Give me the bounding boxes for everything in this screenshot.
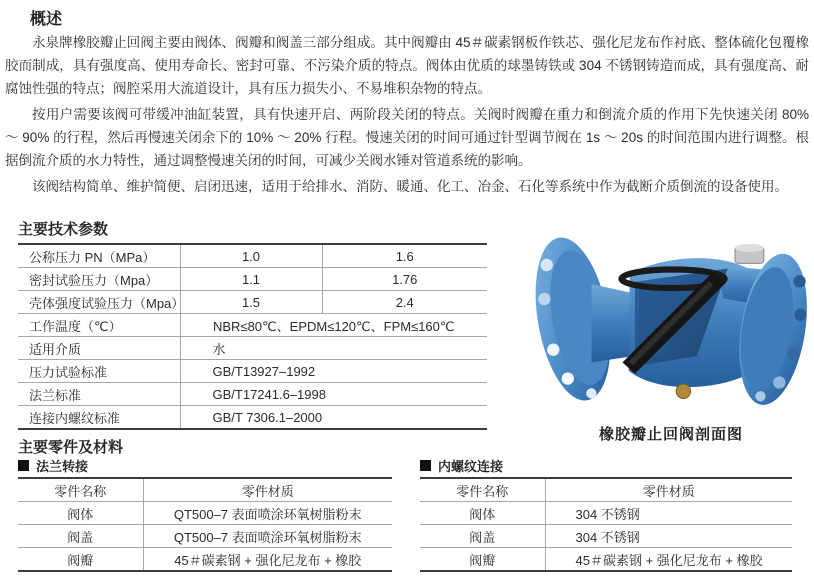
param-value: 1.6 [395,248,414,264]
thread-parts-table [420,477,792,572]
table-row [18,525,392,548]
param-value: 水 [180,337,487,360]
thread-label-text: 内螺纹连接 [438,459,504,474]
part-material: QT500–7 表面喷涂环氧树脂粉末 [143,502,392,525]
table-row [18,360,487,383]
part-material: 45＃碳素钢 + 强化尼龙布 + 橡胶 [143,548,392,572]
table-header-row [18,478,392,502]
part-name: 阀盖 [18,525,143,548]
part-material: 304 不锈钢 [545,502,792,525]
flange-parts-table [18,477,392,572]
param-value: 1.1 [180,268,322,291]
flange-section-label [18,456,88,475]
tech-params-table [18,243,487,430]
table-row [18,548,392,572]
part-name: 阀盖 [420,525,545,548]
part-material: QT500–7 表面喷涂环氧树脂粉末 [143,525,392,548]
param-label: 公称压力 PN（MPa） [18,244,180,268]
param-label: 适用介质 [18,337,180,360]
overview-title: 概述 [30,11,63,28]
part-name: 阀体 [420,502,545,525]
table-row [18,502,392,525]
param-value: GB/T 7306.1–2000 [180,406,487,430]
valve-cutaway-image [531,220,811,416]
part-name: 阀瓣 [420,548,545,572]
overview-paragraphs [5,31,809,201]
table-row [18,291,487,314]
table-row [18,268,487,291]
table-row [18,337,487,360]
param-value: NBR≤80℃、EPDM≤120℃、FPM≤160℃ [180,314,487,337]
part-material: 304 不锈钢 [545,525,792,548]
param-label: 法兰标准 [18,383,180,406]
column-header: 零件名称 [420,478,545,502]
table-row [18,406,487,430]
table-row [420,525,792,548]
param-value: 1.76 [322,268,487,291]
part-name: 阀体 [18,502,143,525]
tech-params-title: 主要技术参数 [18,221,109,238]
param-label: 壳体强度试验压力（Mpa） [18,291,180,314]
param-value: 2.4 [322,291,487,314]
param-label: 密封试验压力（Mpa） [18,268,180,291]
table-header-row [420,478,792,502]
column-header: 零件名称 [18,478,143,502]
param-label: 连接内螺纹标准 [18,406,180,430]
column-header: 零件材质 [642,483,695,499]
figure-caption: 橡胶瓣止回阀剖面图 [598,426,743,443]
param-label: 工作温度（℃） [18,314,180,337]
param-value: GB/T17241.6–1998 [180,383,487,406]
parts-title: 主要零件及材料 [18,439,124,456]
part-material: 45＃碳素钢 + 强化尼龙布 + 橡胶 [545,548,792,572]
square-bullet-icon [18,460,29,471]
param-label: 压力试验标准 [18,360,180,383]
valve-figure [528,220,814,444]
column-header: 零件材质 [241,483,294,499]
table-row [420,502,792,525]
table-row [18,314,487,337]
param-value: 1.0 [180,244,322,268]
part-name: 阀瓣 [18,548,143,572]
table-row [420,548,792,572]
overview-paragraph-3: 该阀结构简单、维护简便、启闭迅速，适用于给排水、消防、暖通、化工、冶金、石化等系统中作为截断介质倒流的设备使用。 [32,179,788,194]
param-value: 1.5 [180,291,322,314]
square-bullet-icon [420,460,431,471]
flange-label-text: 法兰转接 [36,459,89,474]
overview-paragraph-1: 永泉牌橡胶瓣止回阀主要由阀体、阀瓣和阀盖三部分组成。其中阀瓣由 45＃碳素钢板作铁芯、强化尼龙布作衬底、整体硫化包覆橡胶而制成，具有强度高、使用寿命长、密封可靠、不污染介质的特点。阀体由优质的球墨铸铁或 304 不锈钢铸造而成，具有强度高、耐腐蚀性强的特点；阀腔采用大流道设计，具有压力损失小、不易堆积杂物的特点。 [5,35,809,96]
param-value: GB/T13927–1992 [180,360,487,383]
table-row [18,383,487,406]
table-row [18,244,487,268]
thread-section-label [420,456,503,475]
overview-paragraph-2: 按用户需要该阀可带缓冲油缸装置，具有快速开启、两阶段关闭的特点。关阀时阀瓣在重力和倒流介质的作用下先快速关闭 80% ～ 90% 的行程，然后再慢速关闭余下的 10% ～ 20% 行程。慢速关闭的时间可通过针型调节阀在 1s ～ 20s 的时间范围内进行调整。根据倒流介质的水力特性，通过调整慢速关闭的时间，可减少关阀水锤对管道系统的影响。 [5,107,809,168]
